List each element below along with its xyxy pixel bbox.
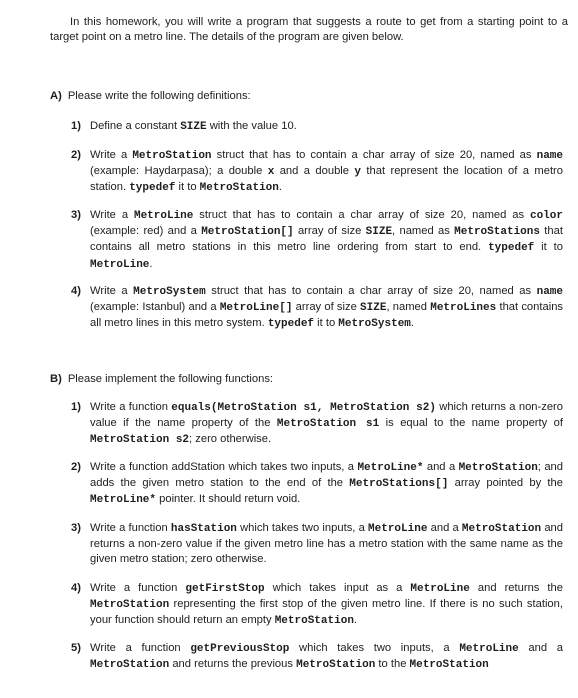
code-term: getPreviousStop: [190, 643, 290, 655]
code-term: typedef: [267, 318, 315, 331]
text-run: (example: Haydarpasa); a double: [90, 165, 268, 178]
text-run: and a: [423, 461, 459, 473]
code-term: equals(MetroStation s1, MetroStation s2): [171, 402, 436, 414]
text-run: Write a: [90, 285, 134, 297]
code-term: color: [529, 210, 563, 222]
text-run: to the: [375, 658, 410, 671]
text-run: Write a function: [90, 582, 186, 594]
text-run: , named as: [392, 225, 455, 238]
section-b-item-2: 2) Write a function addStation which takes two inputs, a MetroLine* and a MetroStation; and adds the given metro station to the end of the MetroStations[] array pointed by the MetroLine* pointer. It should return void.: [71, 461, 563, 507]
text-run: Write a function: [90, 401, 172, 413]
text-run: representing the first stop of the given metro line. If there is no such station, your function should return an empty: [90, 598, 563, 627]
code-term: MetroStation: [199, 182, 279, 195]
code-term: MetroStation s1: [276, 418, 380, 431]
text-run: struct that has to contain a char array of size 20, named as: [193, 209, 530, 221]
code-term: SIZE: [365, 226, 393, 239]
text-run: Write a: [90, 149, 133, 161]
code-term: MetroStation: [461, 523, 542, 535]
text-run: and returns a non-zero value if the given metro line has a metro station with the same name as the given metro station; zero otherwise.: [90, 522, 563, 566]
code-term: MetroStation: [90, 599, 170, 612]
code-term: MetroLines: [430, 302, 497, 315]
code-term: MetroSystem: [338, 318, 411, 331]
text-run: which returns a non-zero value if the name property of the: [90, 401, 563, 430]
code-term: MetroLine: [90, 258, 150, 271]
text-run: which takes two inputs, a: [289, 642, 460, 654]
text-run: and a: [518, 642, 563, 654]
text-run: (example: red) and a: [90, 225, 202, 238]
text-run: it to: [175, 181, 200, 194]
text-run: that contains all metro stations in this metro line ordering from start to end.: [90, 225, 563, 254]
text-run: array pointed by the: [448, 477, 563, 490]
text-run: Define a constant: [90, 120, 181, 132]
text-run: Write a function: [90, 642, 191, 654]
text-run: with the value 10.: [206, 120, 297, 132]
code-term: typedef: [488, 242, 535, 255]
code-term: MetroStation: [409, 659, 489, 672]
section-b-item-3: 3) Write a function hasStation which takes two inputs, a MetroLine and a MetroStation and returns a non-zero value if the given metro line has a metro station with the same name as the given metro station; zero otherwise.: [71, 522, 563, 566]
code-term: hasStation: [170, 523, 237, 535]
text-run: ; zero otherwise.: [189, 433, 272, 446]
text-run: pointer. It should return void.: [156, 493, 301, 506]
code-term: MetroStation: [296, 659, 376, 672]
code-term: MetroSystem: [133, 286, 206, 298]
code-term: typedef: [129, 182, 176, 195]
code-term: MetroStation: [458, 462, 538, 474]
code-term: name: [536, 286, 563, 298]
section-b-item-4: 4) Write a function getFirstStop which takes input as a MetroLine and returns the MetroStation representing the first stop of the given metro line. If there is no such station, your function should return an empty MetroStation.: [71, 582, 563, 628]
section-a-heading: A) Please write the following definitions:: [50, 90, 251, 102]
text-run: , named: [386, 301, 431, 314]
code-term: name: [536, 150, 563, 162]
code-term: MetroLine: [410, 583, 470, 595]
text-run: which takes input as a: [264, 582, 411, 594]
code-term: MetroStations: [454, 226, 540, 239]
code-term: SIZE: [180, 121, 207, 133]
text-run: that contains all metro lines in this metro system.: [90, 301, 564, 330]
text-run: Write a function: [90, 522, 171, 534]
code-term: x: [267, 166, 275, 179]
code-term: MetroLine: [368, 523, 428, 535]
text-run: is equal to the name property of: [379, 417, 563, 430]
section-b-item-5: 5) Write a function getPreviousStop which takes two inputs, a MetroLine and a MetroStation and returns the previous MetroStation to the MetroStation: [71, 642, 563, 672]
code-term: MetroLine[]: [219, 302, 293, 315]
code-term: getFirstStop: [185, 583, 265, 595]
text-run: that represent the location of a metro station.: [90, 165, 564, 194]
intro-paragraph: In this homework, you will write a program that suggests a route to get from a starting point to a target point on a metro line. The details of the program are given below.: [50, 16, 568, 44]
code-term: MetroStations[]: [349, 478, 449, 491]
text-run: and returns the: [469, 582, 563, 594]
section-a-item-4: 4) Write a MetroSystem struct that has to contain a char array of size 20, named as name (example: Istanbul) and a MetroLine[] array of size SIZE, named MetroLines that contains all metro lines in this metro system. typedef it to MetroSystem.: [71, 285, 564, 331]
text-run: .: [410, 317, 415, 330]
text-run: array of size: [293, 225, 366, 238]
text-run: struct that has to contain a char array of size 20, named as: [211, 149, 537, 161]
text-run: .: [353, 614, 358, 627]
text-run: (example: Istanbul) and a: [90, 301, 220, 314]
text-run: and returns the previous: [169, 658, 297, 671]
text-run: and a double: [274, 165, 355, 178]
code-term: MetroLine: [133, 210, 194, 222]
text-run: ; and adds the given metro station to the end of the: [90, 461, 563, 490]
code-term: SIZE: [360, 302, 387, 315]
text-run: struct that has to contain a char array of size 20, named as: [205, 285, 537, 297]
text-run: .: [278, 181, 282, 194]
code-term: MetroStation: [132, 150, 212, 162]
code-term: MetroLine: [459, 643, 519, 655]
text-run: Write a: [90, 209, 134, 221]
code-term: MetroStation: [90, 659, 170, 672]
text-run: and a: [427, 522, 462, 534]
code-term: MetroLine*: [90, 494, 157, 507]
text-run: .: [149, 257, 153, 270]
text-run: which takes two inputs, a: [236, 522, 369, 534]
text-run: it to: [314, 317, 339, 330]
section-b-item-1: 1) Write a function equals(MetroStation s1, MetroStation s2) which returns a non-zero value if the name property of the MetroStation s1 is equal to the name property of MetroStation s2; zero otherwise.: [71, 401, 563, 447]
section-a-item-2: 2) Write a MetroStation struct that has to contain a char array of size 20, named as name (example: Haydarpasa); a double x and a double y that represent the location of a metro station. typedef it to MetroStation.: [71, 149, 564, 195]
text-run: Write a function addStation which takes two inputs, a: [90, 461, 358, 473]
code-term: MetroStation[]: [201, 226, 294, 239]
code-term: MetroLine*: [357, 462, 424, 474]
code-term: y: [354, 166, 362, 179]
code-term: MetroStation: [274, 615, 354, 628]
section-a-item-3: 3) Write a MetroLine struct that has to contain a char array of size 20, named as color (example: red) and a MetroStation[] array of size SIZE, named as MetroStations that contains all metro stations in this metro line ordering from start to end. typedef it to MetroLine.: [71, 209, 563, 271]
text-run: it to: [534, 241, 563, 254]
section-a-item-1: 1) Define a constant SIZE with the value 10.: [71, 120, 297, 133]
text-run: array of size: [292, 301, 361, 314]
section-b-heading: B) Please implement the following functions:: [50, 373, 274, 385]
code-term: MetroStation s2: [90, 434, 190, 447]
